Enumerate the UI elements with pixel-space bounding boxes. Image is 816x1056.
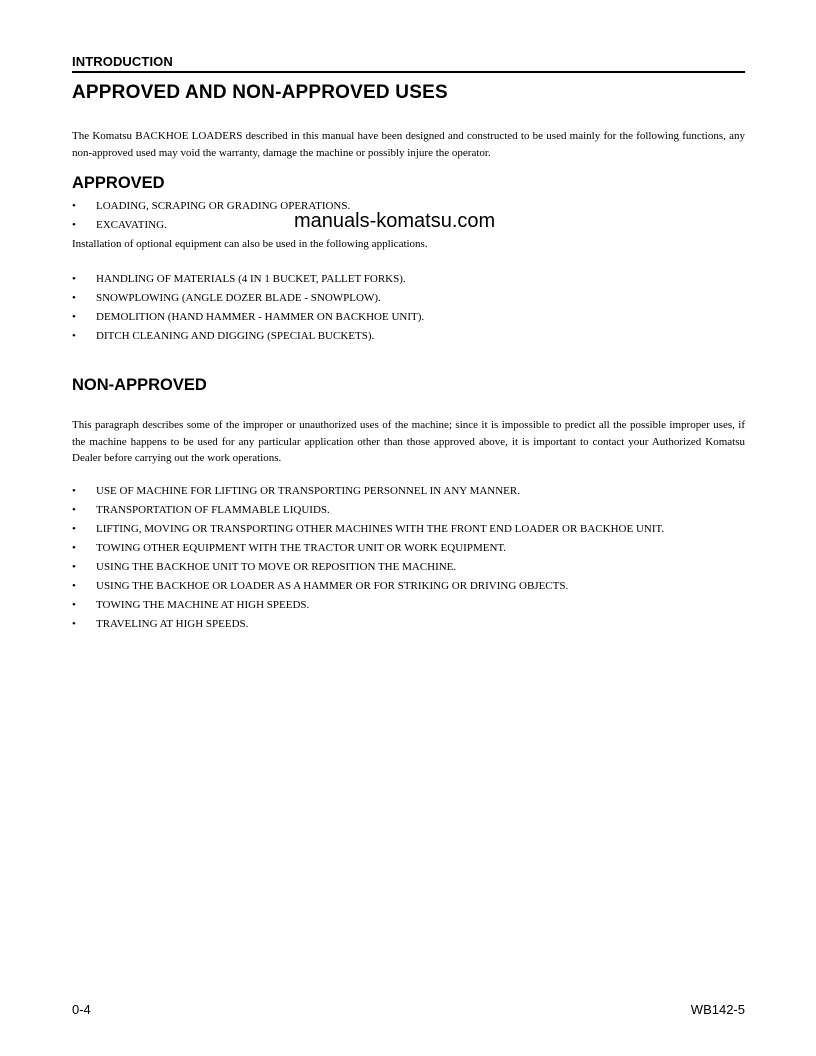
bullet-icon: • bbox=[72, 311, 76, 323]
section-label: INTRODUCTION bbox=[72, 54, 173, 69]
bullet-icon: • bbox=[72, 561, 76, 573]
bullet-icon: • bbox=[72, 485, 76, 497]
list-item: • TRAVELING AT HIGH SPEEDS. bbox=[72, 618, 249, 630]
bullet-icon: • bbox=[72, 542, 76, 554]
page-title: APPROVED AND NON-APPROVED USES bbox=[72, 82, 448, 103]
list-item: • USE OF MACHINE FOR LIFTING OR TRANSPORTING PERSONNEL IN ANY MANNER. bbox=[72, 485, 520, 497]
list-item: • TRANSPORTATION OF FLAMMABLE LIQUIDS. bbox=[72, 504, 330, 516]
footer-page-number: 0-4 bbox=[72, 1002, 91, 1017]
list-item: • EXCAVATING. bbox=[72, 218, 167, 231]
list-item: • DEMOLITION (HAND HAMMER - HAMMER ON BACKHOE UNIT). bbox=[72, 311, 425, 323]
non-approved-list bbox=[72, 483, 745, 635]
list-item: • DITCH CLEANING AND DIGGING (SPECIAL BUCKETS). bbox=[72, 330, 375, 342]
non-approved-heading: NON-APPROVED bbox=[72, 376, 207, 394]
bullet-icon: • bbox=[72, 330, 76, 342]
non-approved-paragraph: This paragraph describes some of the improper or unauthorized uses of the machine; since it is impossible to predict all the possible improper uses, if the machine happens to be used for any particular application other than those approved above, it is important to contact your Authorized Komatsu Dealer before carrying out the work operations. bbox=[72, 419, 745, 464]
bullet-icon: • bbox=[72, 618, 76, 630]
bullet-icon: • bbox=[72, 580, 76, 592]
approved-heading: APPROVED bbox=[72, 174, 165, 192]
bullet-icon: • bbox=[72, 200, 76, 212]
list-item: • LOADING, SCRAPING OR GRADING OPERATIONS. bbox=[72, 200, 351, 212]
bullet-icon: • bbox=[72, 599, 76, 611]
list-item: • SNOWPLOWING (ANGLE DOZER BLADE - SNOWPLOW). bbox=[72, 292, 381, 304]
header-rule bbox=[72, 71, 745, 73]
bullet-icon: • bbox=[72, 523, 76, 535]
intro-paragraph: The Komatsu BACKHOE LOADERS described in this manual have been designed and constructed to be used mainly for the following functions, any non-approved used may void the warranty, damage the machine or possibly injure the operator. bbox=[72, 130, 745, 159]
bullet-icon: • bbox=[72, 504, 76, 516]
watermark-link[interactable]: manuals-komatsu.com bbox=[294, 210, 496, 232]
list-item: • USING THE BACKHOE OR LOADER AS A HAMMER OR FOR STRIKING OR DRIVING OBJECTS. bbox=[72, 580, 569, 592]
bullet-icon: • bbox=[72, 218, 76, 231]
optional-intro: Installation of optional equipment can also be used in the following applications. bbox=[72, 238, 428, 250]
list-item: • USING THE BACKHOE UNIT TO MOVE OR REPOSITION THE MACHINE. bbox=[72, 561, 457, 573]
bullet-icon: • bbox=[72, 273, 76, 285]
optional-list bbox=[72, 271, 745, 347]
list-item: • HANDLING OF MATERIALS (4 IN 1 BUCKET, PALLET FORKS). bbox=[72, 273, 406, 285]
footer-model: WB142-5 bbox=[690, 1002, 745, 1017]
list-item: • TOWING THE MACHINE AT HIGH SPEEDS. bbox=[72, 599, 310, 611]
list-item: • LIFTING, MOVING OR TRANSPORTING OTHER MACHINES WITH THE FRONT END LOADER OR BACKHOE UNIT. bbox=[72, 523, 665, 535]
bullet-icon: • bbox=[72, 292, 76, 304]
list-item: • TOWING OTHER EQUIPMENT WITH THE TRACTOR UNIT OR WORK EQUIPMENT. bbox=[72, 542, 507, 554]
